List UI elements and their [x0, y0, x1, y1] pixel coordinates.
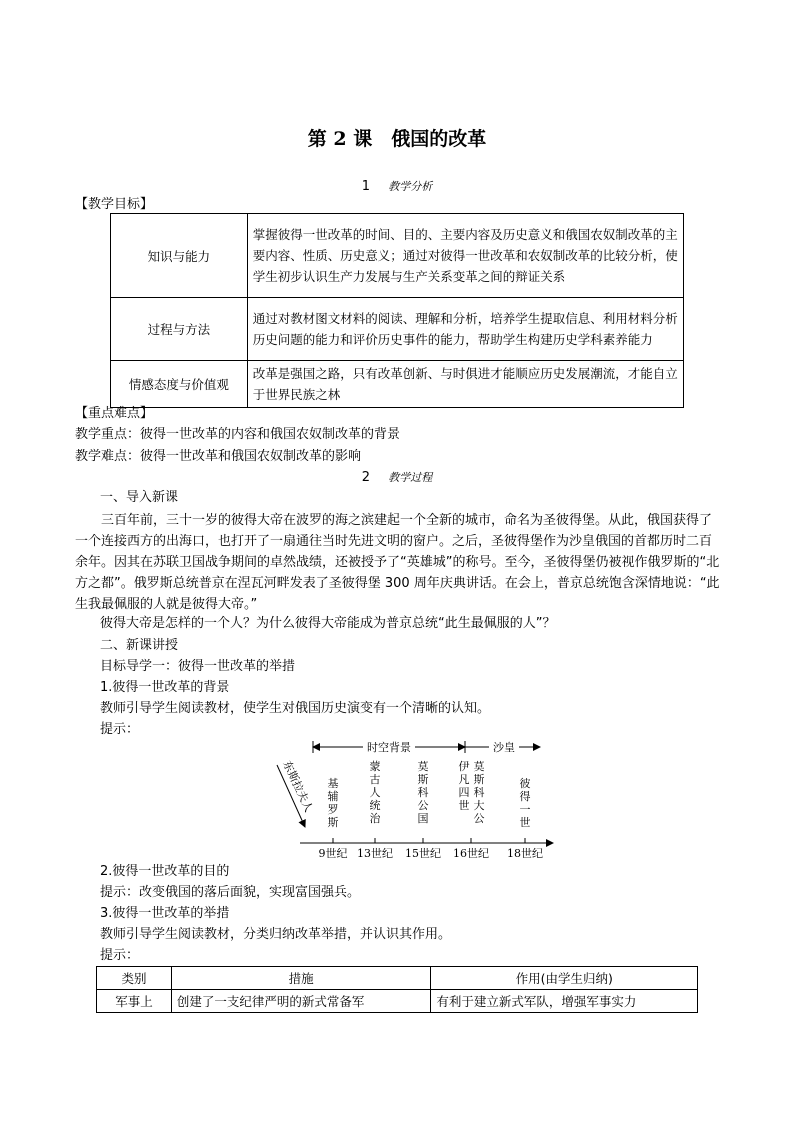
measures-table: [96, 966, 698, 1013]
russia-timeline: [265, 735, 560, 861]
section-heading-process: [0, 468, 794, 488]
goal-category: 过程与方法: [111, 298, 248, 361]
table-cell: 创建了一支纪律严明的新式常备军: [171, 990, 431, 1013]
timeline-column-label: 蒙古人统治: [369, 760, 381, 825]
column-header: 作用(由学生归纳): [431, 967, 698, 990]
timeline-tick-label: 13世纪: [357, 847, 393, 860]
section-number: 1: [361, 179, 371, 194]
page-title: 第 2 课 俄国的改革: [307, 128, 487, 150]
key-point: 教学重点：彼得一世改革的内容和俄国农奴制改革的背景: [75, 427, 401, 442]
goals-heading: 【教学目标】: [75, 197, 154, 212]
timeline-tick-label: 15世纪: [405, 847, 441, 860]
timeline-column-label: 莫斯科公国: [417, 760, 429, 825]
goal-row: [111, 298, 684, 361]
span-label-background: 时空背景: [367, 741, 411, 754]
timeline-tick-label: 16世纪: [453, 847, 489, 860]
goal-row: [111, 361, 684, 408]
timeline-column-label: 彼得一世: [519, 777, 531, 829]
section-number: 2: [361, 470, 371, 485]
timeline-tick-label: 9世纪: [318, 847, 348, 860]
side-label: 东斯拉夫人: [280, 758, 316, 815]
hint-label: 提示：: [100, 722, 140, 737]
goals-table: [110, 213, 684, 408]
sub2-text: 提示：改变俄国的落后面貌，实现富国强兵。: [100, 885, 361, 900]
timeline-ticks: [319, 838, 544, 860]
section-label: 教学过程: [388, 471, 433, 484]
goal-content: 改革是强国之路，只有改革创新、与时俱进才能顺应历史发展潮流，才能自立于世界民族之林: [247, 361, 683, 408]
goal-content: 通过对教材图文材料的阅读、理解和分析，培养学生提取信息、利用材料分析历史问题的能力和评价历史事件的能力，帮助学生构建历史学科素养能力: [247, 298, 683, 361]
sub1-heading: 1.彼得一世改革的背景: [100, 680, 230, 695]
goal-content: 掌握彼得一世改革的时间、目的、主要内容及历史意义和俄国农奴制改革的主要内容、性质、历史意义；通过对彼得一世改革和农奴制改革的比较分析，使学生初步认识生产力发展与生产关系变革之间的辩证关系: [247, 214, 683, 298]
sub3-heading: 3.彼得一世改革的举措: [100, 906, 230, 921]
column-header: 措施: [171, 967, 431, 990]
key-heading: 【重点难点】: [75, 406, 154, 421]
intro-question: 彼得大帝是怎样的一个人？为什么彼得大帝能成为普京总统“此生最佩服的人”？: [100, 616, 556, 631]
table-row: [97, 990, 698, 1013]
table-header-row: [97, 967, 698, 990]
hint2-label: 提示：: [100, 948, 140, 963]
intro-paragraph: 三百年前，三十一岁的彼得大帝在波罗的海之滨建起一个全新的城市，命名为圣彼得堡。从此，俄国获得了一个连接西方的出海口，也打开了一扇通往当时先进文明的窗户。之后，圣彼得堡作为沙皇俄国的首都历时二百余年。因其在苏联卫国战争期间的卓然战绩，还被授予了“英雄城”的称号。至今，圣彼得堡仍被视作俄罗斯的“北方之都”。俄罗斯总统普京在涅瓦河畔发表了圣彼得堡 300 周年庆典讲话。在会上，普京总统饱含深情地说：“此生我最佩服的人就是彼得大帝。”: [75, 513, 720, 612]
timeline-column-label: 伊凡四世: [458, 760, 470, 812]
goal-row: [111, 214, 684, 298]
sub1-text: 教师引导学生阅读教材，使学生对俄国历史演变有一个清晰的认知。: [100, 701, 491, 716]
timeline-columns: [328, 759, 531, 829]
section-label: 教学分析: [388, 180, 433, 193]
span-label-tsar: 沙皇: [493, 741, 515, 754]
sub2-heading: 2.彼得一世改革的目的: [100, 864, 230, 879]
goal1-heading: 目标导学一：彼得一世改革的举措: [100, 659, 296, 674]
table-cell: 有利于建立新式军队，增强军事实力: [431, 990, 698, 1013]
intro-heading: 一、导入新课: [100, 490, 179, 505]
goal-category: 情感态度与价值观: [111, 361, 248, 408]
new-lesson-heading: 二、新课讲授: [100, 638, 179, 653]
timeline-column-label: 莫斯科大公: [473, 760, 485, 825]
sub3-text: 教师引导学生阅读教材，分类归纳改革举措，并认识其作用。: [100, 927, 452, 942]
timeline-tick-label: 18世纪: [507, 847, 543, 860]
timeline-column-label: 基辅罗斯: [327, 777, 339, 829]
table-cell: 军事上: [97, 990, 172, 1013]
section-heading-analysis: [0, 177, 794, 197]
goal-category: 知识与能力: [111, 214, 248, 298]
column-header: 类别: [97, 967, 172, 990]
difficult-point: 教学难点：彼得一世改革和俄国农奴制改革的影响: [75, 449, 362, 464]
